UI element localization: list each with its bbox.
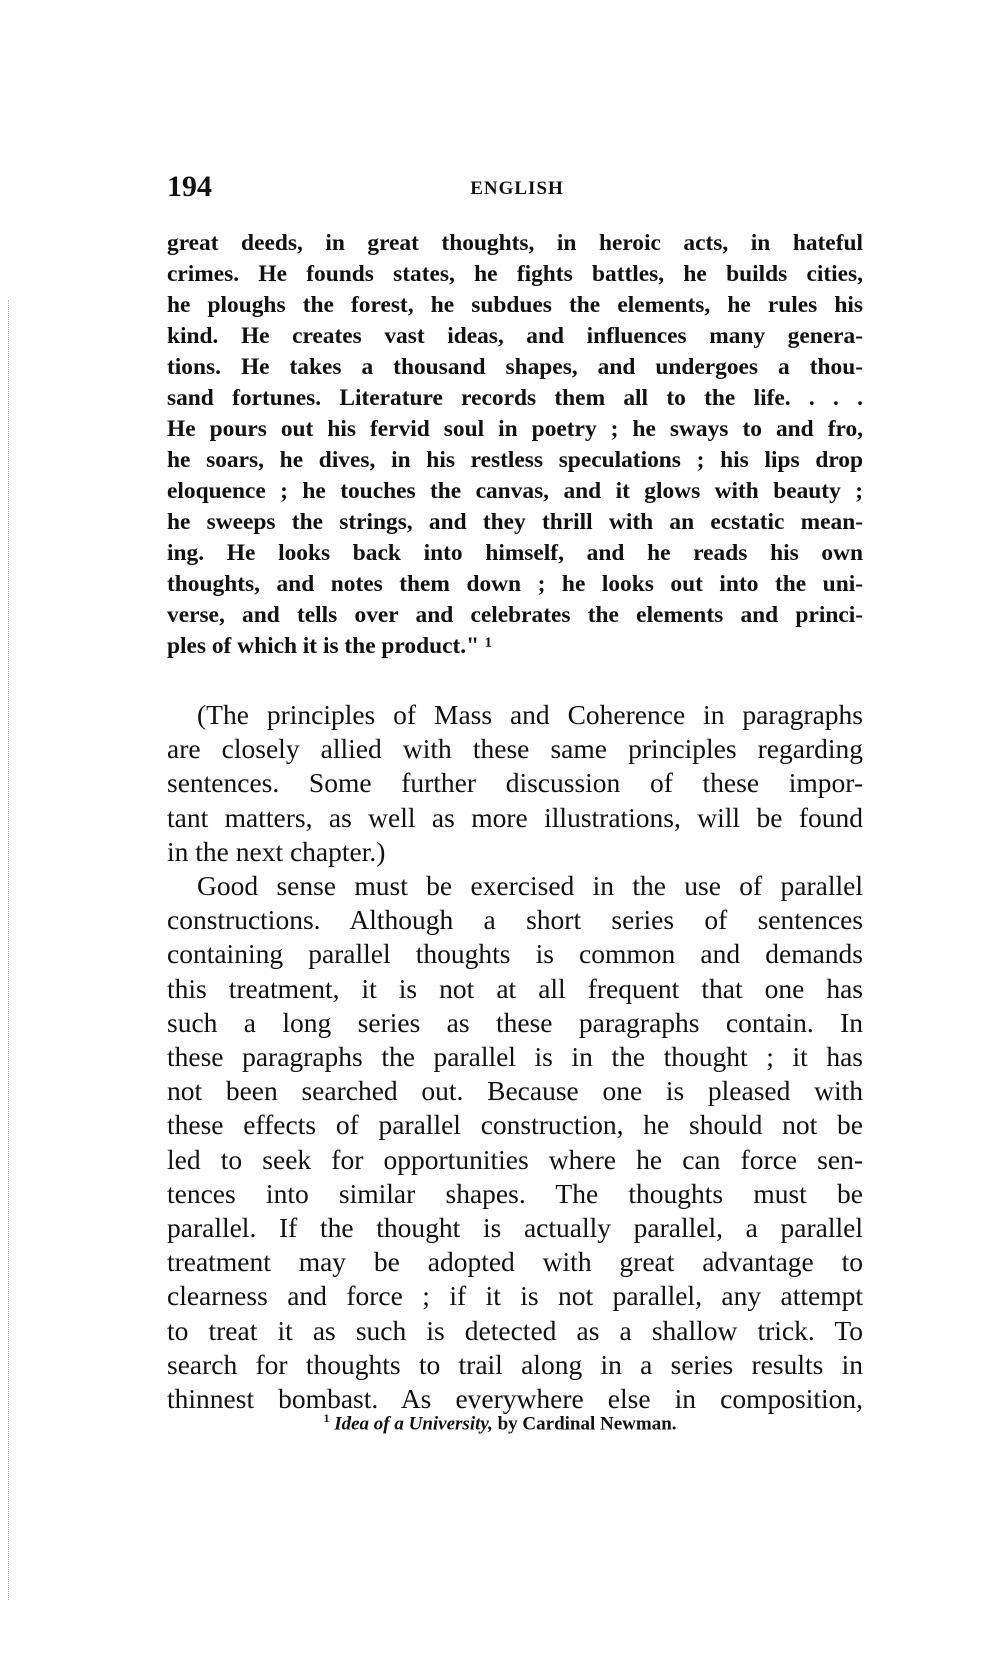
body-line: thinnest bombast. As everywhere else in composition, [167, 1383, 863, 1415]
quote-line: great deeds, in great thoughts, in heroic acts, in hateful [167, 230, 863, 256]
quote-line: sand fortunes. Literature records them all to the life. . . . [167, 385, 863, 411]
body-text [167, 698, 863, 1416]
footnote [0, 1411, 1000, 1435]
body-line: (The principles of Mass and Coherence in paragraphs [197, 699, 863, 730]
quote-line: he soars, he dives, in his restless speculations ; his lips drop [167, 447, 863, 473]
footnote-marker: 1 [323, 1411, 330, 1425]
body-line: parallel. If the thought is actually parallel, a parallel [167, 1212, 863, 1244]
paragraph-mass-coherence [167, 698, 863, 869]
body-line: to treat it as such is detected as a shallow trick. To [167, 1314, 863, 1346]
body-line: this treatment, it is not at all frequent that one has [167, 972, 863, 1004]
quote-line: kind. He creates vast ideas, and influences many genera- [167, 323, 863, 349]
quote-line: ing. He looks back into himself, and he reads his own [167, 540, 863, 566]
body-line: such a long series as these paragraphs contain. In [167, 1006, 863, 1038]
quote-line: he ploughs the forest, he subdues the elements, he rules his [167, 292, 863, 318]
body-line: in the next chapter.) [167, 835, 386, 867]
body-line: search for thoughts to trail along in a series results in [167, 1348, 863, 1380]
body-line: these effects of parallel construction, he should not be [167, 1109, 863, 1141]
body-line: are closely allied with these same principles regarding [167, 733, 863, 765]
body-line: tant matters, as well as more illustrations, will be found [167, 801, 863, 833]
quote-line: verse, and tells over and celebrates the elements and princi- [167, 602, 863, 628]
body-line: constructions. Although a short series of sentences [167, 904, 863, 936]
quote-line: tions. He takes a thousand shapes, and undergoes a thou- [167, 354, 863, 380]
running-head [167, 170, 867, 210]
quote-line: thoughts, and notes them down ; he looks out into the uni- [167, 571, 863, 597]
body-line: treatment may be adopted with great advantage to [167, 1246, 863, 1278]
footnote-attribution: by Cardinal Newman. [492, 1413, 677, 1435]
body-line: Good sense must be exercised in the use of parallel [197, 870, 863, 902]
body-line: clearness and force ; if it is not parallel, any attempt [167, 1280, 863, 1312]
body-line: these paragraphs the parallel is in the thought ; it has [167, 1041, 863, 1073]
body-line: not been searched out. Because one is pleased with [167, 1075, 863, 1107]
page-number: 194 [167, 170, 212, 203]
body-line: tences into similar shapes. The thoughts must be [167, 1177, 863, 1209]
body-line: sentences. Some further discussion of these impor- [167, 767, 863, 799]
body-line: led to seek for opportunities where he can force sen- [167, 1143, 863, 1175]
running-title: ENGLISH [470, 178, 564, 199]
body-line: containing parallel thoughts is common and demands [167, 938, 863, 970]
scan-margin-artifact [8, 300, 11, 1600]
quote-line: he sweeps the strings, and they thrill with an ecstatic mean- [167, 509, 863, 535]
quote-line: He pours out his fervid soul in poetry ; he sways to and fro, [167, 416, 863, 442]
quote-line: crimes. He founds states, he fights battles, he builds cities, [167, 261, 863, 287]
quote-line: eloquence ; he touches the canvas, and it glows with beauty ; [167, 478, 863, 504]
quote-line: ples of which it is the product." ¹ [167, 633, 492, 659]
block-quote [167, 228, 863, 662]
paragraph-good-sense [167, 869, 863, 1416]
footnote-title: Idea of a University, [334, 1413, 493, 1435]
